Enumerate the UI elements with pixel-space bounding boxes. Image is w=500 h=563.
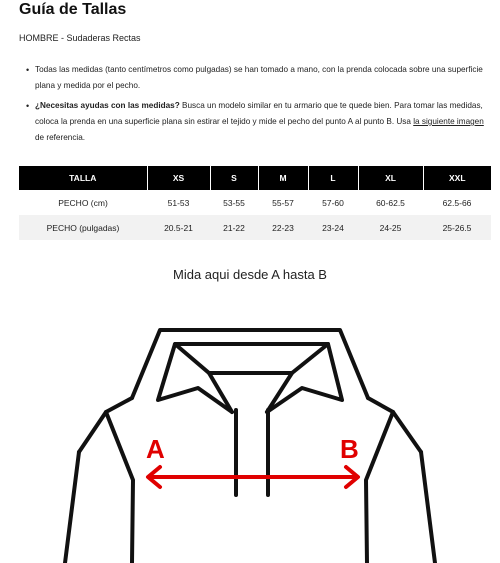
table-row-chest-cm xyxy=(19,190,491,215)
header-m: M xyxy=(258,166,308,190)
chest-measure-arrow xyxy=(148,467,358,487)
note-measurement-help xyxy=(35,98,490,146)
size-table-header xyxy=(19,166,491,190)
table-cell: 23-24 xyxy=(308,215,358,240)
note-help-text: Busca un modelo similar en tu armario que te quede bien. Para tomar las medidas, coloca la prenda en una superficie plana sin estirar el tejido y mide el pecho del punto A al punto B. Usa xyxy=(35,101,483,126)
measure-caption: Mida aqui desde A hasta B xyxy=(173,267,327,282)
header-xl: XL xyxy=(358,166,423,190)
table-row-chest-inches xyxy=(19,215,491,240)
measurement-notes xyxy=(35,62,490,146)
reference-image-link[interactable]: la siguiente imagen xyxy=(413,117,484,126)
table-cell: 25-26.5 xyxy=(423,215,491,240)
left-side-seam xyxy=(106,412,133,563)
right-side-seam xyxy=(366,412,393,563)
note-help-heading: ¿Necesitas ayudas con las medidas? xyxy=(35,101,180,110)
note-measurement-method: • Todas las medidas (tanto centímetros como pulgadas) se han tomado a mano, con la prenda colocada sobre una superficie plana y medida por el pecho. xyxy=(35,62,490,94)
header-xs: XS xyxy=(147,166,210,190)
table-cell: 57-60 xyxy=(322,197,344,208)
row-label: PECHO (pulgadas) xyxy=(19,215,147,240)
hood-inner xyxy=(175,344,328,373)
hood-right-fold xyxy=(267,344,342,412)
table-cell: 51-53 xyxy=(167,197,190,208)
hoodie-diagram xyxy=(0,300,500,563)
size-table xyxy=(19,166,491,240)
table-cell: 22-23 xyxy=(258,215,308,240)
left-sleeve-outer xyxy=(65,452,79,563)
table-cell: 60-62.5 xyxy=(376,197,405,208)
row-label: PECHO (cm) xyxy=(58,197,108,208)
table-cell: 20.5-21 xyxy=(147,215,210,240)
table-cell: 21-22 xyxy=(210,215,258,240)
header-s: S xyxy=(210,166,258,190)
page-subtitle: HOMBRE - Sudaderas Rectas xyxy=(19,33,141,43)
right-shoulder xyxy=(368,398,421,452)
table-cell: 62.5-66 xyxy=(442,197,472,208)
header-xxl: XXL xyxy=(423,166,491,190)
header-talla: TALLA xyxy=(19,166,147,190)
table-cell: 24-25 xyxy=(358,215,423,240)
hood-left-fold xyxy=(158,344,232,412)
table-cell: 55-57 xyxy=(272,197,294,208)
header-l: L xyxy=(308,166,358,190)
note-help-end: de referencia. xyxy=(35,133,86,142)
point-b-label: B xyxy=(340,434,359,464)
right-sleeve-outer xyxy=(421,452,435,563)
table-cell: 53-55 xyxy=(223,197,245,208)
left-shoulder xyxy=(79,398,132,452)
point-a-label: A xyxy=(146,434,165,464)
page-title: Guía de Tallas xyxy=(19,1,127,18)
